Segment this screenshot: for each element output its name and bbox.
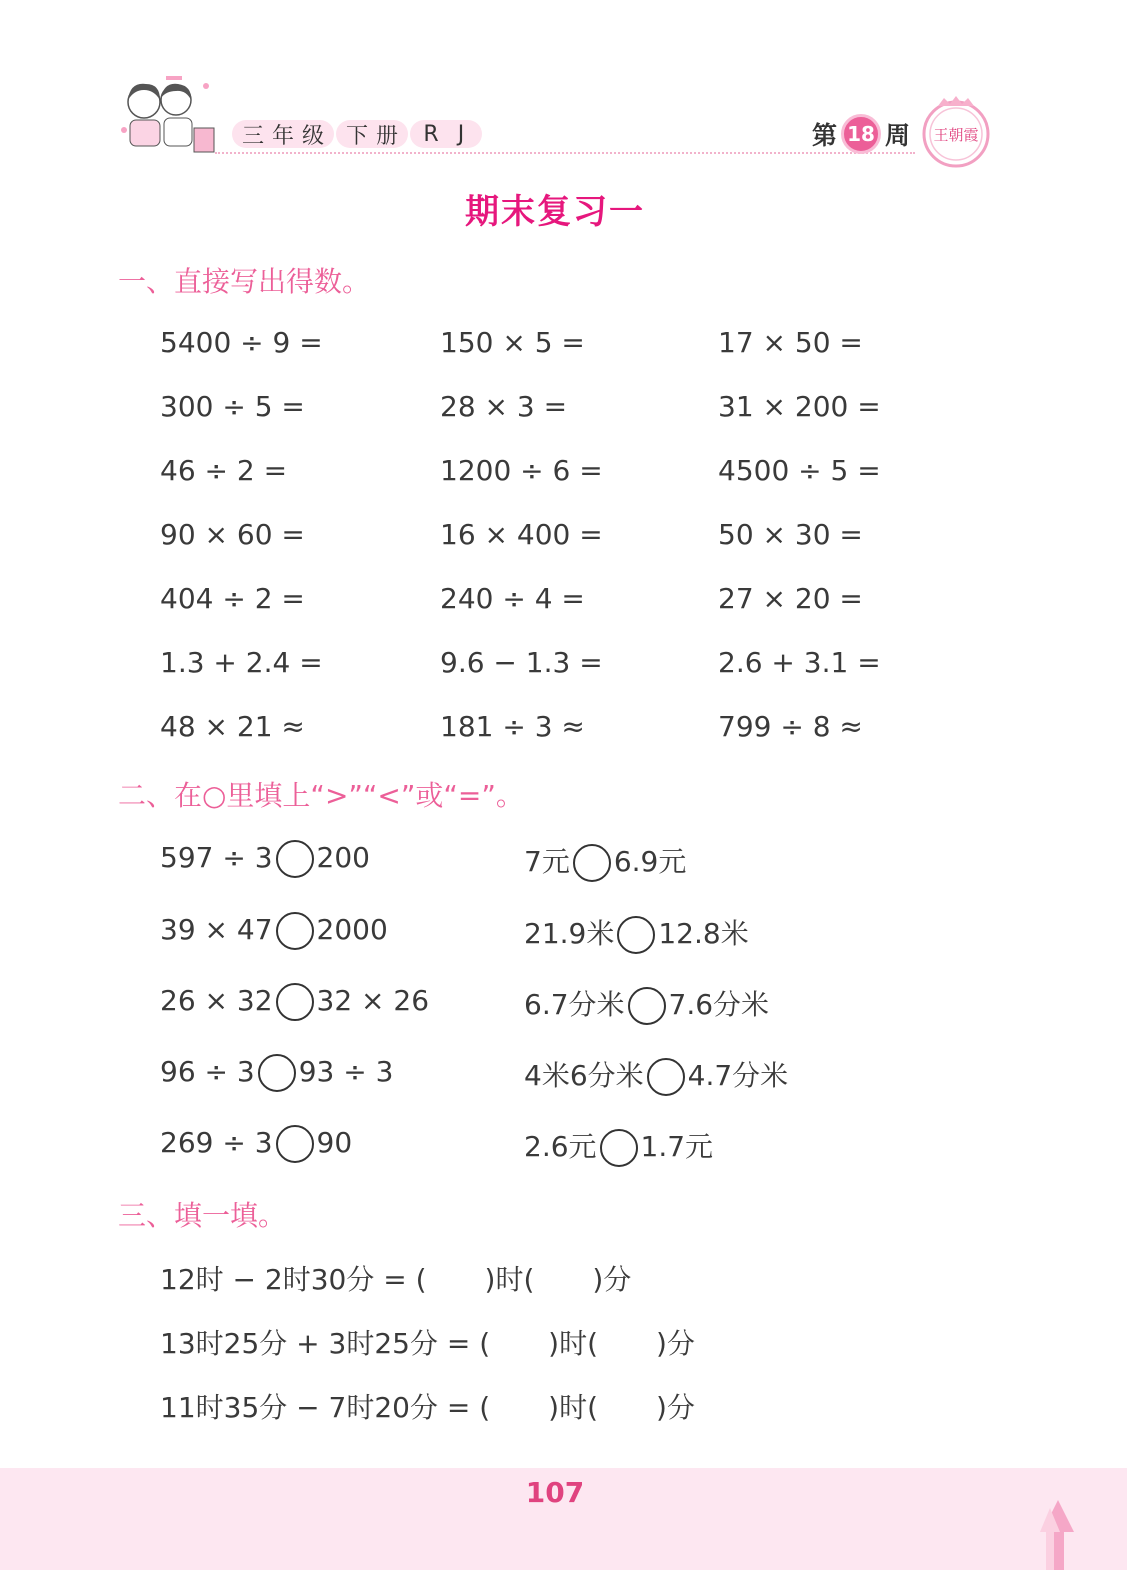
calc-item: 1.3 + 2.4 = xyxy=(160,646,323,679)
grade-pill xyxy=(232,120,334,148)
compare-item xyxy=(524,912,749,954)
compare-right: 7.6分米 xyxy=(668,988,770,1021)
fill-expression: 11时35分 − 7时20分 = ( xyxy=(160,1391,491,1424)
header-divider xyxy=(215,152,915,154)
answer-circle[interactable] xyxy=(573,844,611,882)
fill-end: )分 xyxy=(656,1327,695,1360)
calc-item: 799 ÷ 8 ≈ xyxy=(718,710,863,743)
compare-left: 39 × 47 xyxy=(160,913,273,946)
calc-item: 27 × 20 = xyxy=(718,582,863,615)
fill-expression: 13时25分 + 3时25分 = ( xyxy=(160,1327,491,1360)
compare-item xyxy=(524,1125,713,1167)
calc-item: 4500 ÷ 5 = xyxy=(718,454,881,487)
answer-circle[interactable] xyxy=(258,1054,296,1092)
grade-char: 级 xyxy=(301,123,324,149)
fill-end: )分 xyxy=(656,1391,695,1424)
compare-item xyxy=(160,983,429,1021)
week-number: 18 xyxy=(841,114,881,154)
calc-item: 9.6 − 1.3 = xyxy=(440,646,603,679)
up-arrow-icon xyxy=(1040,1498,1076,1570)
compare-left: 597 ÷ 3 xyxy=(160,841,273,874)
section-heading-1: 一、直接写出得数。 xyxy=(118,265,371,298)
compare-item xyxy=(160,1125,352,1163)
calc-item: 28 × 3 = xyxy=(440,390,568,423)
answer-circle[interactable] xyxy=(276,912,314,950)
compare-left: 21.9米 xyxy=(524,917,615,950)
calc-item: 240 ÷ 4 = xyxy=(440,582,585,615)
compare-right: 6.9元 xyxy=(613,845,687,878)
edition-char: R xyxy=(423,121,439,147)
compare-left: 269 ÷ 3 xyxy=(160,1126,273,1159)
compare-right: 4.7分米 xyxy=(687,1059,789,1092)
calc-item: 150 × 5 = xyxy=(440,326,585,359)
page-number: 107 xyxy=(525,1476,585,1509)
compare-right: 2000 xyxy=(316,913,388,946)
grade-char: 年 xyxy=(271,123,294,149)
answer-circle[interactable] xyxy=(600,1129,638,1167)
compare-left: 96 ÷ 3 xyxy=(160,1055,255,1088)
section-heading-3: 三、填一填。 xyxy=(118,1199,287,1232)
calc-item: 16 × 400 = xyxy=(440,518,603,551)
fill-mid: )时( xyxy=(548,1327,599,1360)
brand-seal-logo xyxy=(916,92,996,172)
answer-circle[interactable] xyxy=(628,987,666,1025)
compare-left: 4米6分米 xyxy=(524,1059,644,1092)
fill-item xyxy=(160,1322,695,1362)
fill-expression: 12时 − 2时30分 = ( xyxy=(160,1263,427,1296)
fill-mid: )时( xyxy=(548,1391,599,1424)
compare-left: 7元 xyxy=(524,845,570,878)
volume-pill xyxy=(336,120,408,148)
calc-item: 48 × 21 ≈ xyxy=(160,710,305,743)
svg-text:王朝霞: 王朝霞 xyxy=(933,126,979,144)
calc-item: 404 ÷ 2 = xyxy=(160,582,305,615)
fill-end: )分 xyxy=(592,1263,632,1296)
calc-item: 5400 ÷ 9 = xyxy=(160,326,323,359)
answer-circle[interactable] xyxy=(276,1125,314,1163)
compare-item xyxy=(160,840,370,878)
compare-right: 200 xyxy=(316,841,370,874)
week-prefix: 第 xyxy=(812,121,838,150)
grade-info xyxy=(232,118,484,150)
fill-item xyxy=(160,1258,631,1298)
week-badge xyxy=(812,114,910,154)
compare-left: 2.6元 xyxy=(524,1130,597,1163)
calc-item: 181 ÷ 3 ≈ xyxy=(440,710,585,743)
compare-left: 6.7分米 xyxy=(524,988,625,1021)
section-heading-2: 二、在○里填上“>”“<”或“=”。 xyxy=(118,779,524,812)
answer-circle[interactable] xyxy=(647,1058,685,1096)
compare-item xyxy=(160,912,388,950)
week-suffix: 周 xyxy=(885,121,911,150)
fill-item xyxy=(160,1386,695,1426)
compare-item xyxy=(160,1054,393,1092)
compare-right: 90 xyxy=(316,1126,353,1159)
edition-char: J xyxy=(457,121,465,147)
compare-right: 93 ÷ 3 xyxy=(298,1055,394,1088)
calc-item: 31 × 200 = xyxy=(718,390,881,423)
calc-item: 17 × 50 = xyxy=(718,326,863,359)
compare-left: 26 × 32 xyxy=(160,984,273,1017)
calc-item: 300 ÷ 5 = xyxy=(160,390,305,423)
answer-circle[interactable] xyxy=(617,916,655,954)
calc-item: 90 × 60 = xyxy=(160,518,305,551)
answer-circle[interactable] xyxy=(276,840,314,878)
compare-right: 1.7元 xyxy=(640,1130,714,1163)
volume-char: 下 xyxy=(345,123,368,149)
grade-char: 三 xyxy=(241,123,264,149)
edition-pill xyxy=(410,120,482,148)
compare-right: 12.8米 xyxy=(658,917,749,950)
compare-right: 32 × 26 xyxy=(316,984,430,1017)
compare-item xyxy=(524,840,686,882)
calc-item: 1200 ÷ 6 = xyxy=(440,454,603,487)
compare-item xyxy=(524,983,769,1025)
page-title: 期末复习一 xyxy=(465,192,645,232)
compare-item xyxy=(524,1054,788,1096)
calc-item: 50 × 30 = xyxy=(718,518,863,551)
fill-mid: )时( xyxy=(484,1263,535,1296)
answer-circle[interactable] xyxy=(276,983,314,1021)
volume-char: 册 xyxy=(375,123,398,149)
kids-illustration xyxy=(116,72,220,158)
calc-item: 46 ÷ 2 = xyxy=(160,454,288,487)
calc-item: 2.6 + 3.1 = xyxy=(718,646,881,679)
